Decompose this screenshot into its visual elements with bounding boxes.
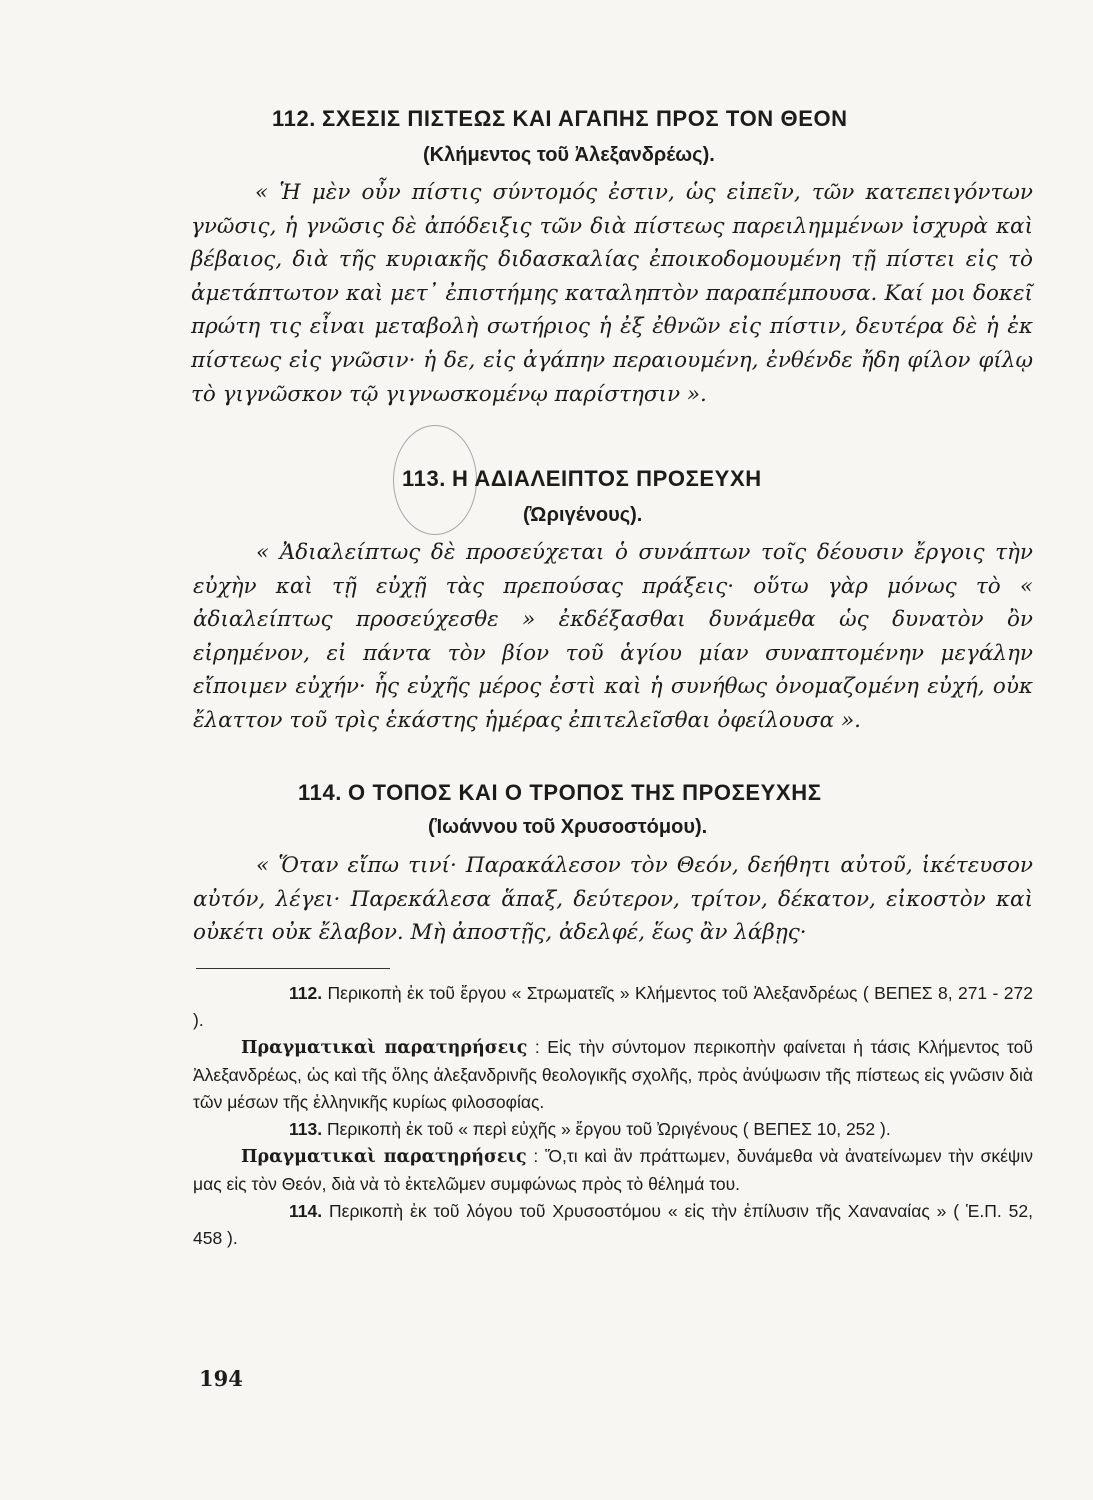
- footnote-113: [193, 1116, 1033, 1143]
- footnote-114: [193, 1198, 1033, 1252]
- footnote-112-number: 112.: [289, 983, 323, 1003]
- section-112-text: « Ἡ μὲν οὖν πίστις σύντομός ἐστιν, ὡς εἰπεῖν, τῶν κατεπειγόντων γνῶσις, ἡ γνῶσις δὲ ἀπόδειξις τῶν διὰ πίστεως παρειλημμένων ἰσχυρὰ καὶ βέβαιος, διὰ τῆς κυριακῆς διδασκαλίας ἐποικοδομουμένη τῇ πίστει εἰς τὸ ἀμετάπτωτον καὶ μετ᾽ ἐπιστήμης καταληπτὸν παραπέμπουσα. Καί μοι δοκεῖ πρώτη τις εἶναι μεταβολὴ σωτήριος ἡ ἐξ ἐθνῶν εἰς πίστιν, δευτέρα δὲ ἡ ἐκ πίστεως εἰς γνῶσιν· ἡ δε, εἰς ἀγάπην περαιουμένη, ἐνθένδε ἤδη φίλον φίλῳ τὸ γιγνῶσκον τῷ γιγνωσκομένῳ παρίστησιν ».: [191, 180, 1033, 407]
- footnote-112: [193, 980, 1033, 1034]
- section-112-heading: [272, 106, 848, 132]
- remark-113-text: : Ὅ,τι καὶ ἂν πράττωμεν, δυνάμεθα νὰ ἀνατείνωμεν τὴν σκέψιν μας εἰς τὸν Θεόν, διὰ νὰ τὸ ἐκτελῶμεν συμφώνως πρὸς τὸ θέλημά του.: [193, 1146, 1033, 1194]
- section-112-number: 112.: [272, 106, 317, 131]
- section-114-title: Ο ΤΟΠΟΣ ΚΑΙ Ο ΤΡΟΠΟΣ ΤΗΣ ΠΡΟΣΕΥΧΗΣ: [348, 780, 822, 805]
- section-114-author: (Ἰωάννου τοῦ Χρυσοστόμου).: [428, 816, 708, 838]
- section-113-title: Η ΑΔΙΑΛΕΙΠΤΟΣ ΠΡΟΣΕΥΧΗ: [452, 466, 762, 491]
- page-number: 194: [199, 1366, 243, 1391]
- footnote-divider: [196, 968, 390, 969]
- footnote-114-text: Περικοπὴ ἐκ τοῦ λόγου τοῦ Χρυσοστόμου « εἰς τὴν ἐπίλυσιν τῆς Χαναναίας » ( Ἑ.Π. 52, 458 ).: [193, 1201, 1033, 1248]
- section-113-number: 113.: [402, 466, 447, 491]
- section-113-author: (Ὠριγένους).: [523, 504, 643, 526]
- remark-113: [193, 1143, 1033, 1198]
- footnote-113-text: Περικοπὴ ἐκ τοῦ « περὶ εὐχῆς » ἔργου τοῦ Ὠριγένους ( ΒΕΠΕΣ 10, 252 ).: [326, 1119, 891, 1139]
- footnote-113-number: 113.: [289, 1119, 323, 1139]
- remark-112: [193, 1034, 1033, 1116]
- section-114-text: « Ὅταν εἴπω τινί· Παρακάλεσον τὸν Θεόν, δεήθητι αὐτοῦ, ἱκέτευσον αὐτόν, λέγει· Παρεκάλεσα ἅπαξ, δεύτερον, τρίτον, δέκατον, εἰκοστὸν καὶ οὐκέτι οὐκ ἔλαβον. Μὴ ἀποστῇς, ἀδελφέ, ἕως ἂν λάβῃς·: [193, 853, 1033, 946]
- section-114-heading: [298, 780, 822, 806]
- section-114-number: 114.: [298, 780, 343, 805]
- remark-112-label: Πραγματικαὶ παρατηρήσεις: [241, 1038, 528, 1058]
- remark-112-text: : Εἰς τὴν σύντομον περικοπὴν φαίνεται ἡ τάσις Κλήμεντος τοῦ Ἀλεξανδρέως, ὡς καὶ τῆς ὅλης ἀλεξανδρινῆς θεολογικῆς σχολῆς, πρὸς ἀνύψωσιν τῆς πίστεως εἰς γνῶσιν διὰ τῶν μέσων τῆς ἑλληνικῆς κυρίως φιλοσοφίας.: [193, 1037, 1033, 1112]
- remark-113-label: Πραγματικαὶ παρατηρήσεις: [241, 1147, 527, 1167]
- section-113-heading: [402, 466, 762, 492]
- footnote-112-text: Περικοπὴ ἐκ τοῦ ἔργου « Στρωματεῖς » Κλήμεντος τοῦ Ἀλεξανδρέως ( ΒΕΠΕΣ 8, 271 - 272 ).: [193, 983, 1033, 1030]
- section-113-text: « Ἀδιαλείπτως δὲ προσεύχεται ὁ συνάπτων τοῖς δέουσιν ἔργοις τὴν εὐχὴν καὶ τῇ εὐχῇ τὰς πρεπούσας πράξεις· οὕτω γὰρ μόνως τὸ « ἀδιαλείπτως προσεύχεσθε » ἐκδέξασθαι δυνάμεθα ὡς δυνατὸν ὂν εἰρημένον, εἰ πάντα τὸν βίον τοῦ ἁγίου μίαν συναπτομένην μεγάλην εἴποιμεν εὐχήν· ἧς εὐχῆς μέρος ἐστὶ καὶ ἡ συνήθως ὀνομαζομένη εὐχή, οὐκ ἔλαττον τοῦ τρὶς ἑκάστης ἡμέρας ἐπιτελεῖσθαι ὀφείλουσα ».: [193, 540, 1033, 733]
- section-112-title: ΣΧΕΣΙΣ ΠΙΣΤΕΩΣ ΚΑΙ ΑΓΑΠΗΣ ΠΡΟΣ ΤΟΝ ΘΕΟΝ: [322, 106, 848, 131]
- section-112-author: (Κλήμεντος τοῦ Ἀλεξανδρέως).: [423, 144, 715, 166]
- footnotes: [193, 980, 1033, 1252]
- footnote-114-number: 114.: [289, 1201, 323, 1221]
